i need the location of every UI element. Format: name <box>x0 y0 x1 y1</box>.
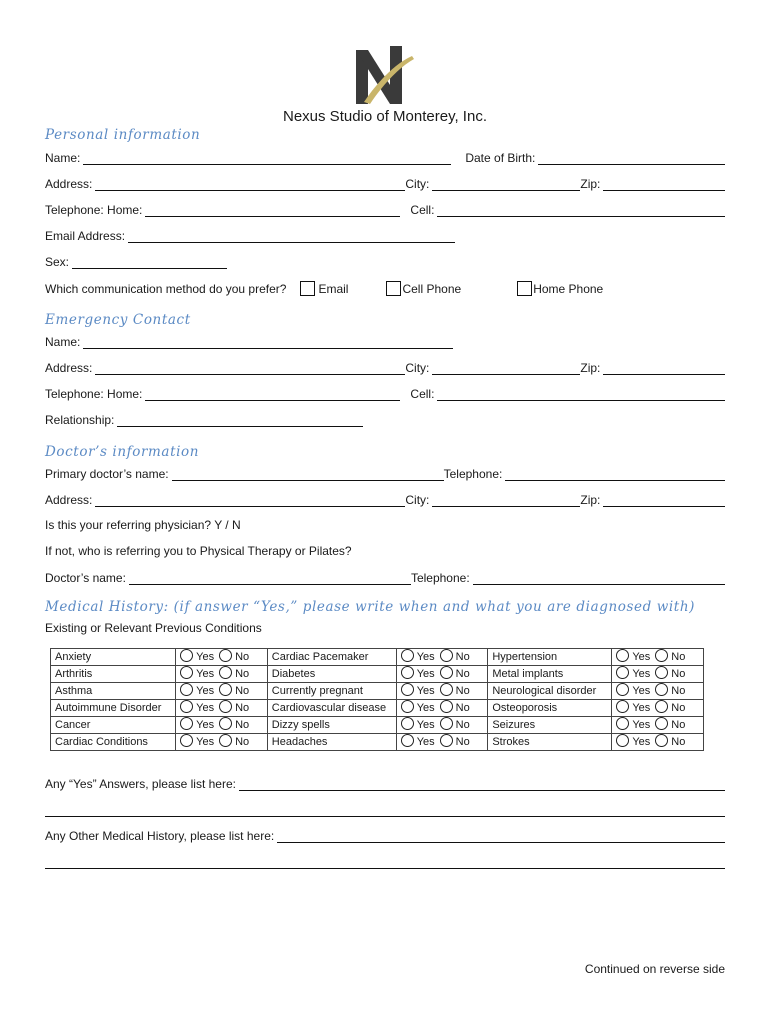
yes-radio[interactable] <box>401 683 414 696</box>
condition-name: Osteoporosis <box>488 700 612 717</box>
personal-sex-row <box>45 251 227 269</box>
emergency-name-row <box>45 331 453 349</box>
zip-field[interactable] <box>603 178 725 191</box>
yes-no-cell <box>396 700 488 717</box>
company-logo <box>354 44 414 106</box>
other-history-row <box>45 825 725 843</box>
comm-question: Which communication method do you prefer? <box>45 282 287 296</box>
yes-label: Yes <box>416 685 435 697</box>
yes-label: Yes <box>632 702 651 714</box>
other-history-label: Any Other Medical History, please list here: <box>45 829 275 843</box>
yes-radio[interactable] <box>616 717 629 730</box>
yes-label: Yes <box>416 719 435 731</box>
yes-label: Yes <box>416 668 435 680</box>
other-history-field-2[interactable] <box>45 856 725 869</box>
city-label: City: <box>405 177 430 191</box>
no-radio[interactable] <box>440 666 453 679</box>
section-emergency: Emergency Contact <box>45 312 191 328</box>
other-history-field[interactable] <box>277 830 725 843</box>
yes-answers-line2 <box>45 799 725 817</box>
tel-home-label: Telephone: Home: <box>45 203 143 217</box>
doctor-zip-field[interactable] <box>603 494 725 507</box>
dob-label: Date of Birth: <box>465 151 536 165</box>
relationship-row <box>45 409 363 427</box>
no-label: No <box>455 651 470 663</box>
no-radio[interactable] <box>219 717 232 730</box>
no-radio[interactable] <box>440 700 453 713</box>
referring-question: Is this your referring physician? Y / N <box>45 518 241 532</box>
yes-no-cell <box>612 700 704 717</box>
comm-pref-row <box>45 278 725 296</box>
doctor-city-label: City: <box>405 493 430 507</box>
condition-name: Anxiety <box>51 649 176 666</box>
yes-no-cell <box>176 649 268 666</box>
yes-label: Yes <box>632 685 651 697</box>
yes-radio[interactable] <box>616 666 629 679</box>
no-label: No <box>671 651 686 663</box>
tel-home-field[interactable] <box>145 204 400 217</box>
condition-name: Arthritis <box>51 666 176 683</box>
no-label: No <box>455 702 470 714</box>
yes-label: Yes <box>196 736 215 748</box>
table-row <box>51 683 704 700</box>
condition-name: Cardiac Conditions <box>51 734 176 751</box>
no-label: No <box>455 736 470 748</box>
no-label: No <box>671 719 686 731</box>
personal-phone-row <box>45 199 725 217</box>
table-row <box>51 717 704 734</box>
primary-doctor-field[interactable] <box>172 468 444 481</box>
doctor-address-label: Address: <box>45 493 93 507</box>
emergency-cell-field[interactable] <box>437 388 725 401</box>
yes-radio[interactable] <box>616 734 629 747</box>
yes-radio[interactable] <box>401 649 414 662</box>
yes-no-cell <box>176 666 268 683</box>
yes-answers-row <box>45 773 725 791</box>
yes-no-cell <box>396 717 488 734</box>
yes-radio[interactable] <box>616 700 629 713</box>
yes-radio[interactable] <box>401 717 414 730</box>
yes-no-cell <box>396 649 488 666</box>
no-label: No <box>235 736 250 748</box>
table-row <box>51 666 704 683</box>
no-radio[interactable] <box>440 734 453 747</box>
yes-label: Yes <box>632 651 651 663</box>
emergency-address-field[interactable] <box>95 362 405 375</box>
yes-radio[interactable] <box>401 700 414 713</box>
address-field[interactable] <box>95 178 405 191</box>
referring-who: If not, who is referring you to Physical Therapy or Pilates? <box>45 544 352 558</box>
personal-address-row <box>45 173 725 191</box>
table-row <box>51 700 704 717</box>
yes-radio[interactable] <box>616 683 629 696</box>
section-personal: Personal information <box>45 127 201 143</box>
condition-name: Cardiac Pacemaker <box>267 649 396 666</box>
no-radio[interactable] <box>655 734 668 747</box>
yes-radio[interactable] <box>180 734 193 747</box>
yes-label: Yes <box>416 651 435 663</box>
conditions-table <box>50 648 704 751</box>
yes-answers-field[interactable] <box>239 778 725 791</box>
emergency-city-field[interactable] <box>432 362 580 375</box>
yes-radio[interactable] <box>616 649 629 662</box>
referring-doctor-row <box>45 567 725 585</box>
relationship-label: Relationship: <box>45 413 115 427</box>
emergency-address-label: Address: <box>45 361 93 375</box>
no-radio[interactable] <box>655 700 668 713</box>
condition-name: Headaches <box>267 734 396 751</box>
no-radio[interactable] <box>219 649 232 662</box>
no-label: No <box>671 702 686 714</box>
name-field[interactable] <box>83 152 451 165</box>
email-option-label: Email <box>318 282 349 296</box>
emergency-phone-row <box>45 383 725 401</box>
company-name: Nexus Studio of Monterey, Inc. <box>283 108 487 125</box>
no-label: No <box>235 702 250 714</box>
yes-radio[interactable] <box>180 649 193 662</box>
emergency-city-label: City: <box>405 361 430 375</box>
cell-label: Cell: <box>410 203 435 217</box>
yes-label: Yes <box>632 719 651 731</box>
condition-name: Diabetes <box>267 666 396 683</box>
sex-field[interactable] <box>72 256 227 269</box>
no-label: No <box>235 651 250 663</box>
no-radio[interactable] <box>655 649 668 662</box>
yes-no-cell <box>176 700 268 717</box>
referring-doctor-label: Doctor’s name: <box>45 571 126 585</box>
email-label: Email Address: <box>45 229 126 243</box>
no-radio[interactable] <box>655 717 668 730</box>
relationship-field[interactable] <box>117 414 363 427</box>
cell-phone-checkbox[interactable] <box>386 281 401 296</box>
no-label: No <box>235 719 250 731</box>
no-label: No <box>671 685 686 697</box>
yes-no-cell <box>612 649 704 666</box>
continued-note: Continued on reverse side <box>584 962 725 976</box>
yes-label: Yes <box>632 668 651 680</box>
condition-name: Metal implants <box>488 666 612 683</box>
yes-no-cell <box>176 734 268 751</box>
emergency-address-row <box>45 357 725 375</box>
other-history-line2 <box>45 851 725 869</box>
conditions-subheading: Existing or Relevant Previous Conditions <box>45 621 262 635</box>
referring-telephone-label: Telephone: <box>410 571 470 585</box>
yes-answers-field-2[interactable] <box>45 804 725 817</box>
yes-label: Yes <box>196 651 215 663</box>
condition-name: Strokes <box>488 734 612 751</box>
yes-answers-label: Any “Yes” Answers, please list here: <box>45 777 236 791</box>
emergency-tel-home-label: Telephone: Home: <box>45 387 143 401</box>
doctor-city-field[interactable] <box>432 494 580 507</box>
doctor-telephone-label: Telephone: <box>443 467 503 481</box>
emergency-zip-field[interactable] <box>603 362 725 375</box>
address-label: Address: <box>45 177 93 191</box>
no-label: No <box>671 736 686 748</box>
referring-telephone-field[interactable] <box>473 572 725 585</box>
condition-name: Neurological disorder <box>488 683 612 700</box>
emergency-zip-label: Zip: <box>580 361 601 375</box>
home-phone-checkbox[interactable] <box>517 281 532 296</box>
no-radio[interactable] <box>219 666 232 679</box>
yes-label: Yes <box>196 668 215 680</box>
no-label: No <box>235 668 250 680</box>
no-label: No <box>235 685 250 697</box>
condition-name: Seizures <box>488 717 612 734</box>
yes-radio[interactable] <box>180 683 193 696</box>
yes-label: Yes <box>632 736 651 748</box>
no-radio[interactable] <box>219 734 232 747</box>
no-radio[interactable] <box>655 666 668 679</box>
no-radio[interactable] <box>440 683 453 696</box>
yes-label: Yes <box>196 685 215 697</box>
yes-radio[interactable] <box>180 700 193 713</box>
condition-name: Cancer <box>51 717 176 734</box>
doctor-telephone-field[interactable] <box>505 468 725 481</box>
yes-label: Yes <box>416 736 435 748</box>
doctor-address-field[interactable] <box>95 494 405 507</box>
email-checkbox[interactable] <box>300 281 315 296</box>
email-field[interactable] <box>128 230 455 243</box>
sex-label: Sex: <box>45 255 70 269</box>
yes-no-cell <box>396 666 488 683</box>
yes-no-cell <box>612 683 704 700</box>
cell-phone-option-label: Cell Phone <box>402 282 462 296</box>
no-label: No <box>671 668 686 680</box>
section-medical: Medical History: (if answer “Yes,” please write when and what you are diagnosed with) <box>45 599 695 615</box>
yes-no-cell <box>396 734 488 751</box>
condition-name: Autoimmune Disorder <box>51 700 176 717</box>
yes-radio[interactable] <box>401 666 414 679</box>
zip-label: Zip: <box>580 177 601 191</box>
yes-label: Yes <box>416 702 435 714</box>
no-radio[interactable] <box>655 683 668 696</box>
name-label: Name: <box>45 151 81 165</box>
doctor-zip-label: Zip: <box>580 493 601 507</box>
yes-label: Yes <box>196 719 215 731</box>
condition-name: Currently pregnant <box>267 683 396 700</box>
table-row <box>51 649 704 666</box>
yes-label: Yes <box>196 702 215 714</box>
yes-no-cell <box>612 734 704 751</box>
yes-no-cell <box>176 683 268 700</box>
yes-no-cell <box>612 666 704 683</box>
no-radio[interactable] <box>219 683 232 696</box>
yes-no-cell <box>396 683 488 700</box>
condition-name: Cardiovascular disease <box>267 700 396 717</box>
yes-no-cell <box>612 717 704 734</box>
yes-radio[interactable] <box>180 717 193 730</box>
no-label: No <box>455 719 470 731</box>
emergency-tel-home-field[interactable] <box>145 388 400 401</box>
emergency-cell-label: Cell: <box>410 387 435 401</box>
personal-email-row <box>45 225 455 243</box>
yes-radio[interactable] <box>180 666 193 679</box>
dob-field[interactable] <box>538 152 725 165</box>
home-phone-option-label: Home Phone <box>533 282 604 296</box>
personal-name-row <box>45 147 725 165</box>
emergency-name-label: Name: <box>45 335 81 349</box>
no-radio[interactable] <box>440 717 453 730</box>
city-field[interactable] <box>432 178 580 191</box>
doctor-address-row <box>45 489 725 507</box>
table-row <box>51 734 704 751</box>
section-doctor: Doctor’s information <box>45 444 200 460</box>
cell-field[interactable] <box>437 204 725 217</box>
condition-name: Dizzy spells <box>267 717 396 734</box>
condition-name: Hypertension <box>488 649 612 666</box>
primary-doctor-row <box>45 463 725 481</box>
no-radio[interactable] <box>219 700 232 713</box>
no-label: No <box>455 668 470 680</box>
referring-doctor-field[interactable] <box>129 572 411 585</box>
condition-name: Asthma <box>51 683 176 700</box>
emergency-name-field[interactable] <box>83 336 453 349</box>
yes-no-cell <box>176 717 268 734</box>
primary-doctor-label: Primary doctor’s name: <box>45 467 169 481</box>
no-label: No <box>455 685 470 697</box>
yes-radio[interactable] <box>401 734 414 747</box>
no-radio[interactable] <box>440 649 453 662</box>
